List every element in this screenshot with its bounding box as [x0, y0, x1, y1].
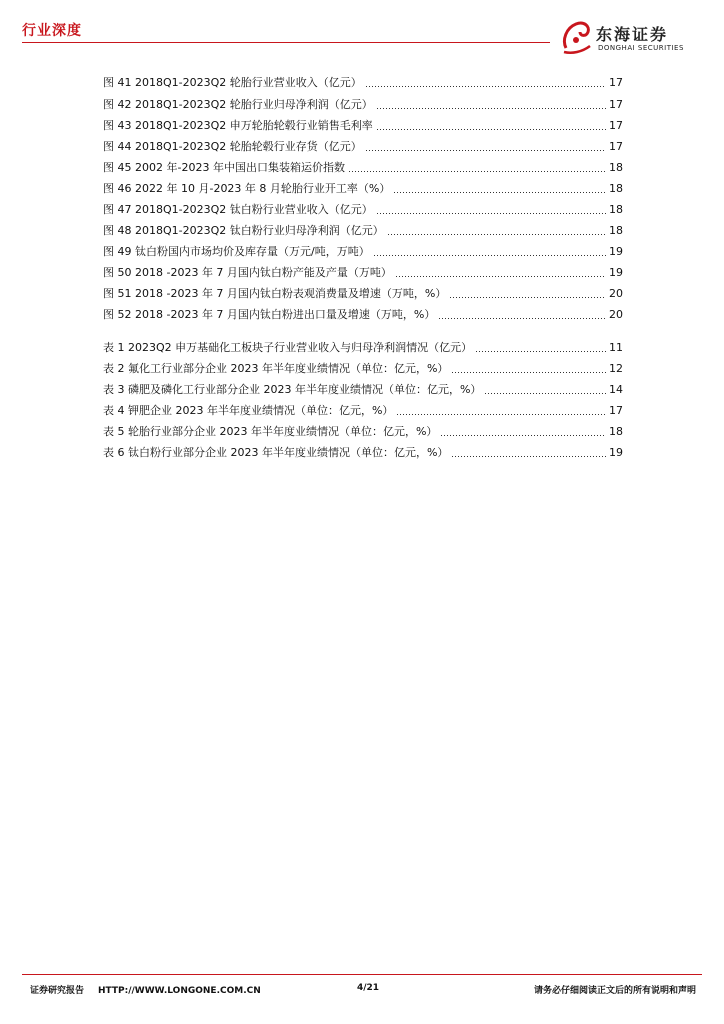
toc-entry[interactable] — [103, 72, 623, 90]
dot-leader — [376, 108, 606, 109]
toc-entry-page: 12 — [609, 362, 623, 375]
dot-leader — [449, 297, 606, 298]
toc-entry-title: 表 6 钛白粉行业部分企业 2023 年半年度业绩情况（单位：亿元，%） — [103, 446, 449, 459]
toc-entry-title: 图 51 2018 -2023 年 7 月国内钛白粉表观消费量及增速（万吨，%） — [103, 287, 447, 300]
toc-entry-page: 18 — [609, 224, 623, 237]
dot-leader — [451, 456, 606, 457]
toc-entry-page: 19 — [609, 446, 623, 459]
dot-leader — [365, 86, 606, 87]
section-tag: 行业深度 — [22, 23, 82, 39]
toc-entry-page: 17 — [609, 119, 623, 132]
doc-type-label: 证券研究报告 — [30, 986, 85, 996]
toc-entry-page: 17 — [609, 404, 623, 417]
toc-entry-page: 18 — [609, 425, 623, 438]
toc-entry-title: 表 5 轮胎行业部分企业 2023 年半年度业绩情况（单位：亿元，%） — [103, 425, 438, 438]
page-number: 4/21 — [357, 983, 380, 993]
toc-entry-title: 图 44 2018Q1-2023Q2 轮胎轮毂行业存货（亿元） — [103, 140, 362, 153]
dot-leader — [373, 255, 606, 256]
header-divider — [22, 42, 550, 43]
toc-entry-title: 图 47 2018Q1-2023Q2 钛白粉行业营业收入（亿元） — [103, 203, 373, 216]
toc-entry-title: 图 45 2002 年-2023 年中国出口集装箱运价指数 — [103, 161, 345, 174]
dot-leader — [451, 372, 606, 373]
dot-leader — [387, 234, 606, 235]
toc-entry[interactable] — [103, 136, 623, 154]
footer-left — [30, 983, 261, 996]
company-logo — [560, 18, 710, 58]
toc-entry[interactable] — [103, 262, 623, 280]
toc-entry-page: 11 — [609, 341, 623, 354]
website-link[interactable]: HTTP://WWW.LONGONE.COM.CN — [98, 986, 261, 996]
toc-entry-title: 图 49 钛白粉国内市场均价及库存量（万元/吨，万吨） — [103, 245, 370, 258]
toc-entry[interactable] — [103, 115, 623, 133]
toc-entry-title: 表 3 磷肥及磷化工行业部分企业 2023 年半年度业绩情况（单位：亿元，%） — [103, 383, 482, 396]
toc-entry-title: 图 42 2018Q1-2023Q2 轮胎行业归母净利润（亿元） — [103, 98, 373, 111]
toc-entry-title: 图 48 2018Q1-2023Q2 钛白粉行业归母净利润（亿元） — [103, 224, 384, 237]
toc-entry[interactable] — [103, 94, 623, 112]
toc-entry-title: 表 2 氟化工行业部分企业 2023 年半年度业绩情况（单位：亿元，%） — [103, 362, 449, 375]
toc-entry[interactable] — [103, 379, 623, 397]
disclaimer-notice: 请务必仔细阅读正文后的所有说明和声明 — [533, 986, 696, 996]
toc-entry[interactable] — [103, 283, 623, 301]
toc-entry[interactable] — [103, 304, 623, 322]
toc-entry[interactable] — [103, 337, 623, 355]
toc-entry[interactable] — [103, 199, 623, 217]
toc-entry[interactable] — [103, 241, 623, 259]
toc-entry-title: 图 41 2018Q1-2023Q2 轮胎行业营业收入（亿元） — [103, 76, 362, 89]
dot-leader — [365, 150, 606, 151]
toc-entry-title: 图 43 2018Q1-2023Q2 申万轮胎轮毂行业销售毛利率 — [103, 119, 373, 132]
toc-entry[interactable] — [103, 220, 623, 238]
toc-entry[interactable] — [103, 400, 623, 418]
toc-entry-page: 18 — [609, 182, 623, 195]
toc-entry-title: 图 52 2018 -2023 年 7 月国内钛白粉进出口量及增速（万吨，%） — [103, 308, 436, 321]
dot-leader — [475, 351, 606, 352]
toc-entry[interactable] — [103, 442, 623, 460]
footer-divider — [22, 974, 702, 975]
dot-leader — [348, 171, 606, 172]
dot-leader — [484, 393, 606, 394]
dot-leader — [440, 435, 606, 436]
toc-entry-page: 18 — [609, 161, 623, 174]
toc-entry[interactable] — [103, 157, 623, 175]
toc-entry-page: 17 — [609, 98, 623, 111]
logo-chinese-name: 东海证券 — [596, 25, 669, 44]
dot-leader — [396, 414, 606, 415]
logo-english-name: DONGHAI SECURITIES — [598, 44, 684, 52]
toc-entry[interactable] — [103, 358, 623, 376]
toc-entry-title: 图 50 2018 -2023 年 7 月国内钛白粉产能及产量（万吨） — [103, 266, 392, 279]
toc-entry-title: 图 46 2022 年 10 月-2023 年 8 月轮胎行业开工率（%） — [103, 182, 391, 195]
dragon-emblem-icon — [560, 18, 594, 56]
dot-leader — [376, 213, 606, 214]
toc-entry[interactable] — [103, 178, 623, 196]
toc-entry-page: 20 — [609, 287, 623, 300]
toc-entry-page: 19 — [609, 245, 623, 258]
toc-entry-page: 18 — [609, 203, 623, 216]
dot-leader — [376, 129, 606, 130]
toc-entry-page: 17 — [609, 140, 623, 153]
dot-leader — [395, 276, 606, 277]
toc-entry-title: 表 4 钾肥企业 2023 年半年度业绩情况（单位：亿元，%） — [103, 404, 394, 417]
toc-entry-page: 20 — [609, 308, 623, 321]
toc-entry[interactable] — [103, 421, 623, 439]
dot-leader — [393, 192, 606, 193]
toc-entry-title: 表 1 2023Q2 申万基础化工板块子行业营业收入与归母净利润情况（亿元） — [103, 341, 473, 354]
toc-entry-page: 17 — [609, 76, 623, 89]
toc-entry-page: 14 — [609, 383, 623, 396]
dot-leader — [438, 318, 606, 319]
toc-entry-page: 19 — [609, 266, 623, 279]
